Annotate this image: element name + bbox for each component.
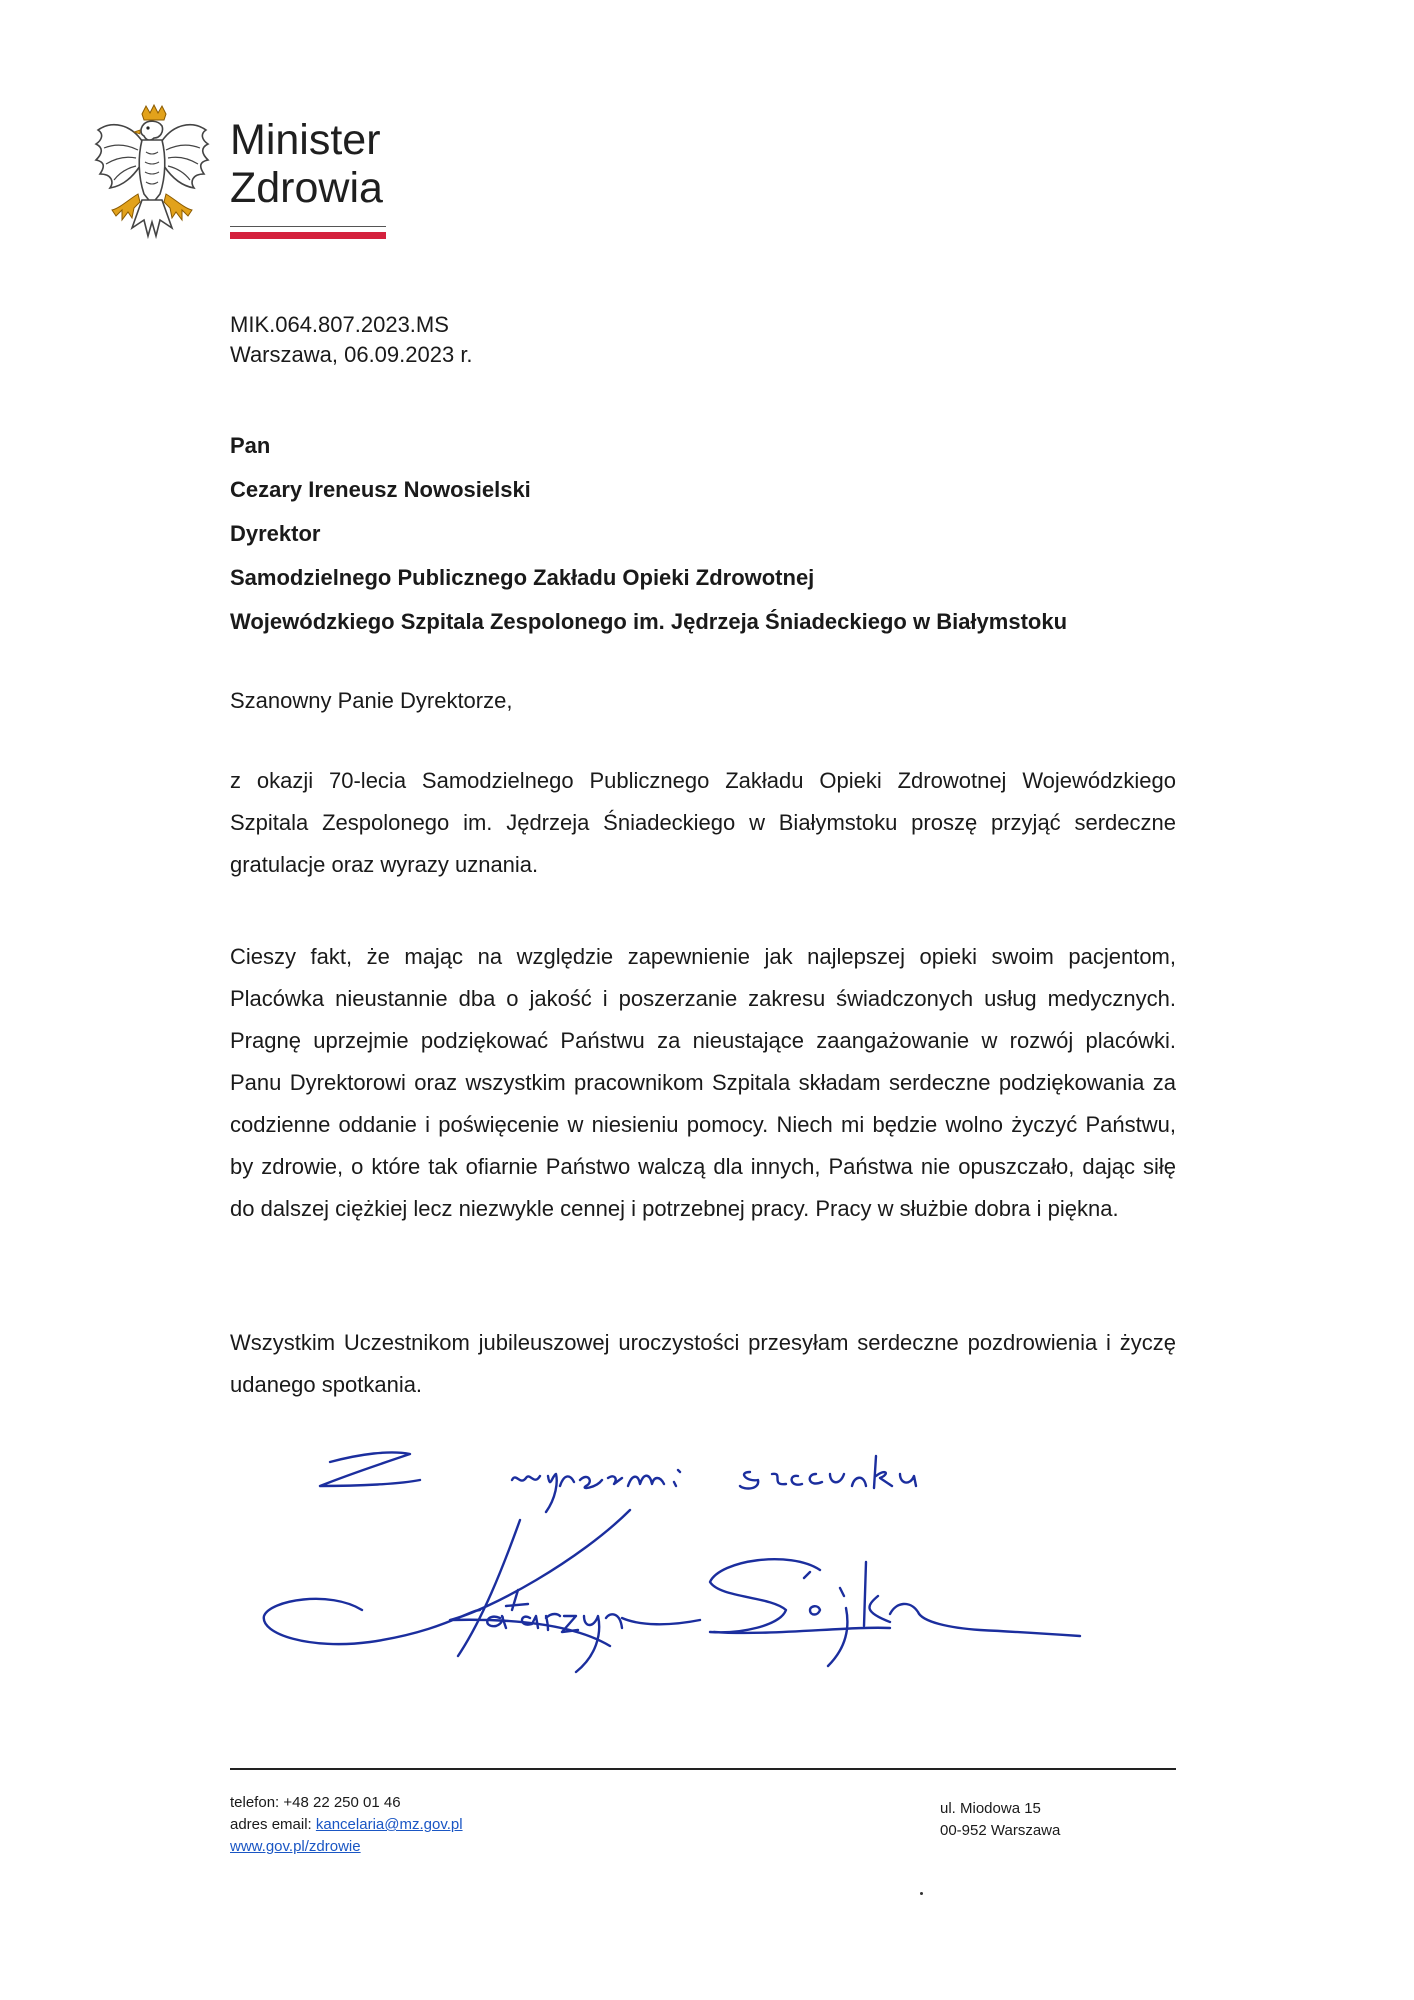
footer-contact — [230, 1792, 463, 1858]
reference-block — [230, 310, 473, 370]
ministry-brand — [230, 116, 383, 212]
footer-address — [940, 1798, 1060, 1842]
salutation: Szanowny Panie Dyrektorze, — [230, 688, 513, 713]
addressee-institution: Samodzielnego Publicznego Zakładu Opieki Zdrowotnej — [230, 565, 815, 590]
brand-line-zdrowia: Zdrowia — [230, 164, 383, 212]
white-eagle-emblem-icon — [92, 104, 212, 246]
reference-number: MIK.064.807.2023.MS — [230, 312, 449, 337]
address-city: 00-952 Warszawa — [940, 1822, 1061, 1839]
flag-red-stripe — [230, 232, 386, 239]
footer-phone-row — [230, 1792, 463, 1814]
footer-divider — [230, 1768, 1176, 1770]
addressee-line: Pan — [230, 433, 271, 458]
phone-number: +48 22 250 01 46 — [283, 1794, 401, 1811]
website-link[interactable]: www.gov.pl/zdrowie — [230, 1838, 361, 1855]
brand-line-minister: Minister — [230, 116, 381, 164]
body-paragraph-2: Cieszy fakt, że mając na względzie zapewnienie jak najlepszej opieki swoim pacjentom, Placówka nieustannie dba o jakość i poszerzanie zakresu świadczonych usług medycznych. Pragnę uprzejmie podziękować Państwu za nieustające zaangażowanie w rozwój placówki. Panu Dyrektorowi oraz wszystkim pracownikom Szpitala składam serdeczne podziękowania za codzienne oddanie i poświęcenie w niesieniu pomocy. Niech mi będzie wolno życzyć Państwu, by zdrowie, o które tak ofiarnie Państwo walczą dla innych, Państwa nie opuszczało, dając siłę do dalszej ciężkiej lecz niezwykle cennej i potrzebnej pracy. Pracy w służbie dobra i piękna. — [230, 944, 1176, 1221]
place-date: Warszawa, 06.09.2023 r. — [230, 342, 473, 367]
body-paragraph-1: z okazji 70-lecia Samodzielnego Publicznego Zakładu Opieki Zdrowotnej Wojewódzkiego Szpitala Zespolonego im. Jędrzeja Śniadeckiego w Białymstoku proszę przyjąć serdeczne gratulacje oraz wyrazy uznania. — [230, 768, 1176, 877]
addressee-hospital: Wojewódzkiego Szpitala Zespolonego im. Jędrzeja Śniadeckiego w Białymstoku — [230, 609, 1068, 634]
address-street: ul. Miodowa 15 — [940, 1800, 1041, 1817]
addressee-title: Dyrektor — [230, 521, 321, 546]
handwritten-signature — [250, 1420, 1270, 1740]
body-paragraph-3: Wszystkim Uczestnikom jubileuszowej uroczystości przesyłam serdeczne pozdrowienia i życzę udanego spotkania. — [230, 1330, 1176, 1397]
email-label: adres email: — [230, 1816, 316, 1833]
flag-white-stripe — [230, 226, 386, 229]
addressee-block — [230, 424, 1067, 644]
phone-label: telefon: — [230, 1794, 284, 1811]
addressee-name: Cezary Ireneusz Nowosielski — [230, 477, 531, 502]
scan-speck — [920, 1892, 923, 1895]
flag-stripe — [230, 226, 386, 239]
email-link[interactable]: kancelaria@mz.gov.pl — [315, 1816, 463, 1833]
footer-email-row — [230, 1814, 463, 1836]
footer-website-row — [230, 1836, 463, 1858]
